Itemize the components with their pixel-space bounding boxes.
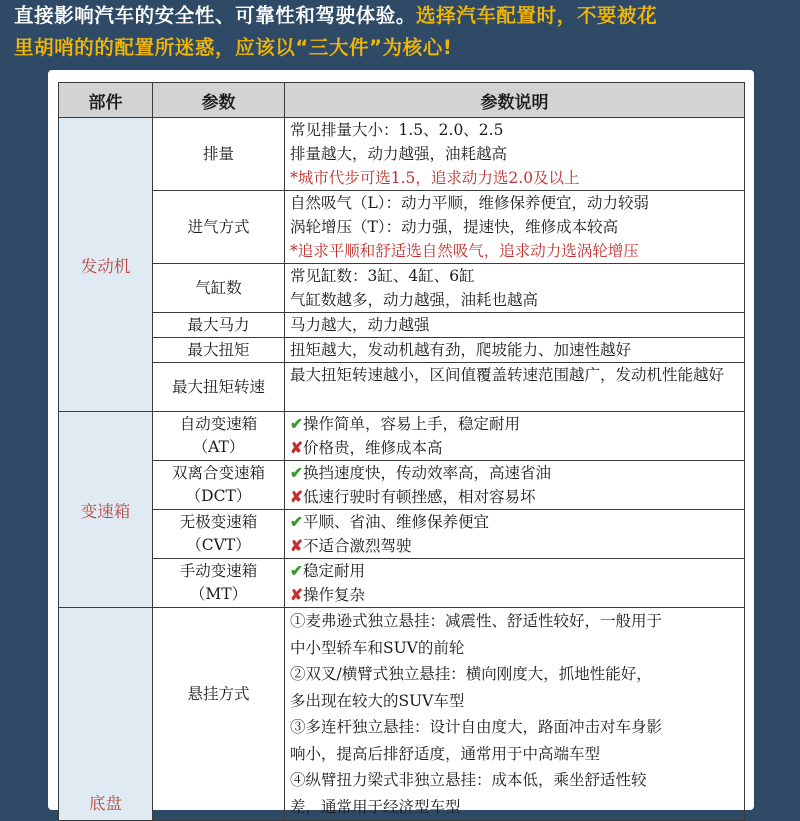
pro-text: 换挡速度快，传动效率高，高速省油 [303,464,552,482]
param-cell: 排量 [153,118,285,191]
intro-highlight: 选择汽车配置时，不要被花 [416,4,658,27]
desc-cell [285,412,745,461]
pro-text: 稳定耐用 [303,562,366,580]
desc-cell [285,510,745,559]
con-line [290,583,741,607]
check-icon: ✔ [290,463,303,482]
desc-line: 扭矩越大，发动机越有劲，爬坡能力、加速性越好 [290,341,632,359]
con-line [290,485,741,509]
desc-line: 排量越大，动力越强，油耗越高 [290,145,508,163]
desc-cell [285,191,745,264]
table-row [59,461,745,510]
table-row [59,313,745,338]
desc-cell [285,461,745,510]
param-cell [153,461,285,510]
desc-line: 常见排量大小：1.5、2.0、2.5 [290,121,504,139]
desc-cell [285,608,745,821]
desc-line: 气缸数越多，动力越强，油耗也越高 [290,291,539,309]
param-cell: 气缸数 [153,264,285,313]
table-row [59,191,745,264]
desc-line: 差，通常用于经济型车型 [290,797,461,816]
header-parameter: 参数 [153,83,285,118]
desc-tip: *追求平顺和舒适选自然吸气，追求动力选涡轮增压 [290,242,639,260]
desc-line: ②双叉/横臂式独立悬挂：横向刚度大，抓地性能好， [290,665,652,683]
param-name: 双离合变速箱 [171,464,265,482]
desc-cell [285,118,745,191]
con-text: 价格贵，维修成本高 [303,439,443,457]
car-config-table [58,82,745,821]
desc-line: 响小，提高后排舒适度，通常用于中高端车型 [290,744,601,763]
param-cell [153,412,285,461]
desc-line: 多出现在较大的SUV车型 [290,691,465,710]
desc-cell [285,338,745,363]
desc-line: ①麦弗逊式独立悬挂：减震性、舒适性较好，一般用于 [290,612,663,630]
param-cell: 最大扭矩 [153,338,285,363]
param-abbr: （AT） [192,438,245,456]
param-cell [153,559,285,608]
param-cell [153,510,285,559]
con-line [290,534,741,558]
check-icon: ✔ [290,414,303,433]
table-row [59,510,745,559]
param-cell: 悬挂方式 [153,608,285,821]
intro-line-1 [14,0,794,32]
header-component: 部件 [59,83,153,118]
desc-line: 马力越大，动力越强 [290,316,430,334]
param-abbr: （MT） [189,585,248,603]
pro-text: 操作简单，容易上手，稳定耐用 [303,415,521,433]
desc-line: 中小型轿车和SUV的前轮 [290,638,465,657]
table-row [59,412,745,461]
desc-line: ③多连杆独立悬挂：设计自由度大，路面冲击对车身影 [290,718,663,736]
group-engine: 发动机 [59,118,153,412]
table-row [59,363,745,412]
table-row [59,608,745,821]
intro-text [14,0,794,64]
con-line [290,436,741,460]
group-chassis: 底盘 [59,608,153,821]
table-header-row [59,83,745,118]
cross-icon: ✘ [290,438,303,457]
con-text: 操作复杂 [303,586,366,604]
desc-line: 常见缸数：3缸、4缸、6缸 [290,267,475,285]
param-cell: 最大扭矩转速 [153,363,285,412]
desc-line: 涡轮增压（T）：动力强，提速快，维修成本较高 [290,218,619,236]
con-text: 低速行驶时有顿挫感，相对容易坏 [303,488,536,506]
desc-cell: 最大扭矩转速越小，区间值覆盖转速范围越广，发动机性能越好 [285,363,745,412]
intro-line-2: 里胡哨的的配置所迷惑，应该以“三大件”为核心! [14,36,453,59]
table-row [59,338,745,363]
param-name: 自动变速箱 [179,415,258,433]
desc-line: 自然吸气（L）：动力平顺，维修保养便宜，动力较弱 [290,194,650,212]
param-abbr: （DCT） [185,487,252,505]
desc-cell [285,264,745,313]
param-name: 无极变速箱 [179,513,258,531]
con-text: 不适合激烈驾驶 [303,537,412,555]
pro-line [290,461,741,485]
table-row [59,559,745,608]
group-gearbox: 变速箱 [59,412,153,608]
desc-tip: *城市代步可选1.5，追求动力选2.0及以上 [290,169,580,187]
pro-line [290,559,741,583]
param-cell: 最大马力 [153,313,285,338]
cross-icon: ✘ [290,536,303,555]
desc-cell [285,559,745,608]
table-row [59,264,745,313]
desc-cell [285,313,745,338]
cross-icon: ✘ [290,585,303,604]
intro-plain: 直接影响汽车的安全性、可靠性和驾驶体验。 [14,4,417,27]
param-name: 手动变速箱 [179,562,258,580]
check-icon: ✔ [290,512,303,531]
param-cell: 进气方式 [153,191,285,264]
pro-line [290,412,741,436]
desc-line: ④纵臂扭力梁式非独立悬挂：成本低，乘坐舒适性较 [290,771,647,789]
pro-text: 平顺、省油、维修保养便宜 [303,513,490,531]
table-row [59,118,745,191]
cross-icon: ✘ [290,487,303,506]
pro-line [290,510,741,534]
param-abbr: （CVT） [186,536,251,554]
check-icon: ✔ [290,561,303,580]
header-description: 参数说明 [285,83,745,118]
